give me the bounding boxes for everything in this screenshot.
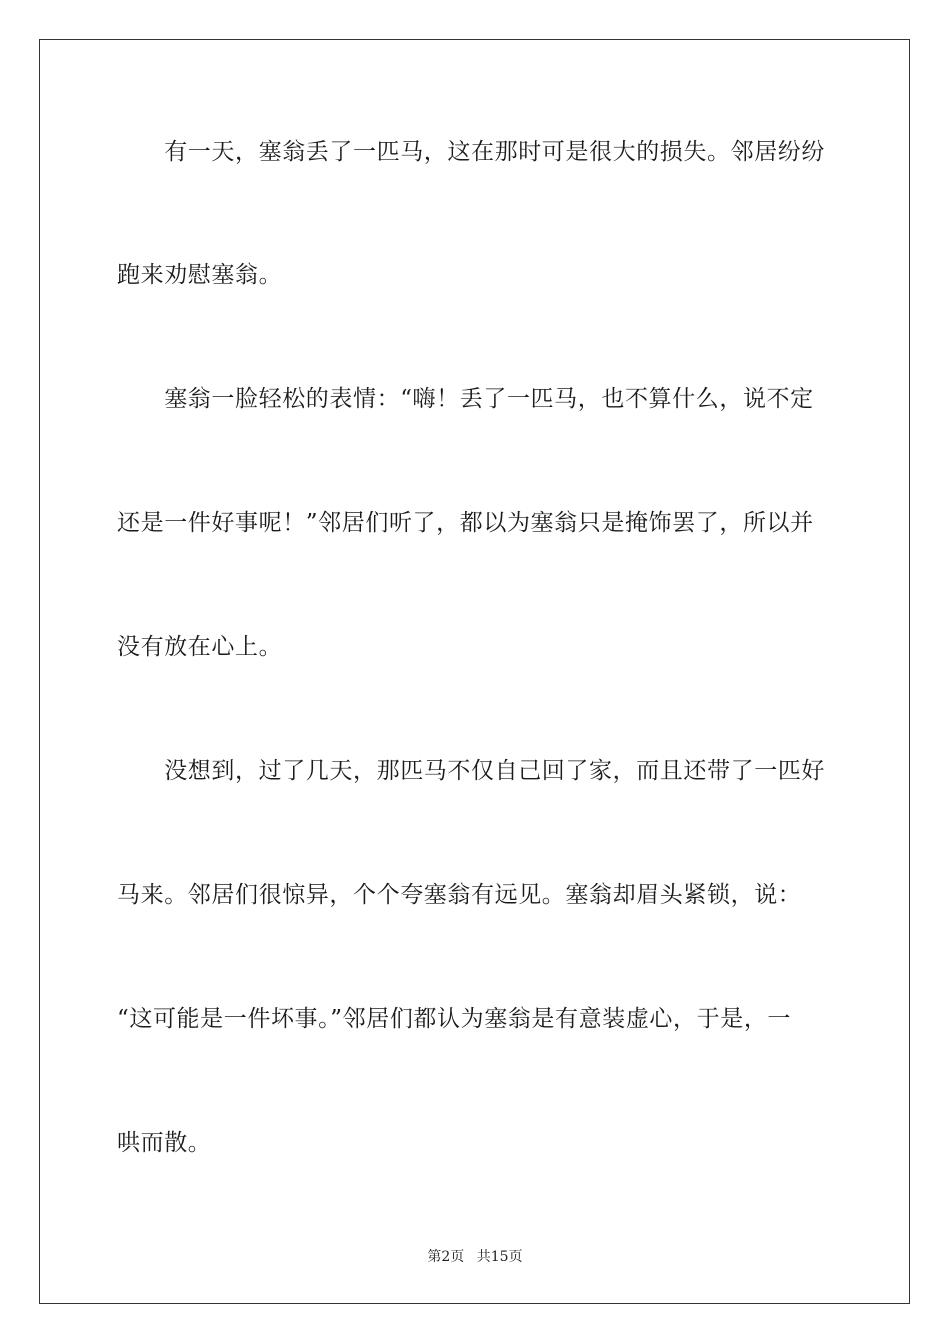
text-line: 塞翁一脸轻松的表情：“嗨！丢了一匹马，也不算什么，说不定 <box>117 386 814 412</box>
text-line: 有一天，塞翁丢了一匹马，这在那时可是很大的损失。邻居纷纷 <box>117 139 825 165</box>
page-number: 第2页 <box>427 1249 465 1265</box>
text-line: 没有放在心上。 <box>117 634 283 660</box>
text-line: 跑来劝慰塞翁。 <box>117 262 283 288</box>
text-line: 还是一件好事呢！”邻居们听了，都以为塞翁只是掩饰罢了，所以并 <box>117 510 814 536</box>
text-line: 哄而散。 <box>117 1130 212 1156</box>
page-frame <box>39 39 910 1304</box>
page-footer <box>0 1248 950 1266</box>
total-pages: 共15页 <box>476 1249 523 1265</box>
text-line: 没想到，过了几天，那匹马不仅自己回了家，而且还带了一匹好 <box>117 758 825 784</box>
text-line: 马来。邻居们很惊异，个个夸塞翁有远见。塞翁却眉头紧锁，说： <box>117 882 802 908</box>
text-line: “这可能是一件坏事。”邻居们都认为塞翁是有意装虚心，于是，一 <box>117 1006 792 1032</box>
